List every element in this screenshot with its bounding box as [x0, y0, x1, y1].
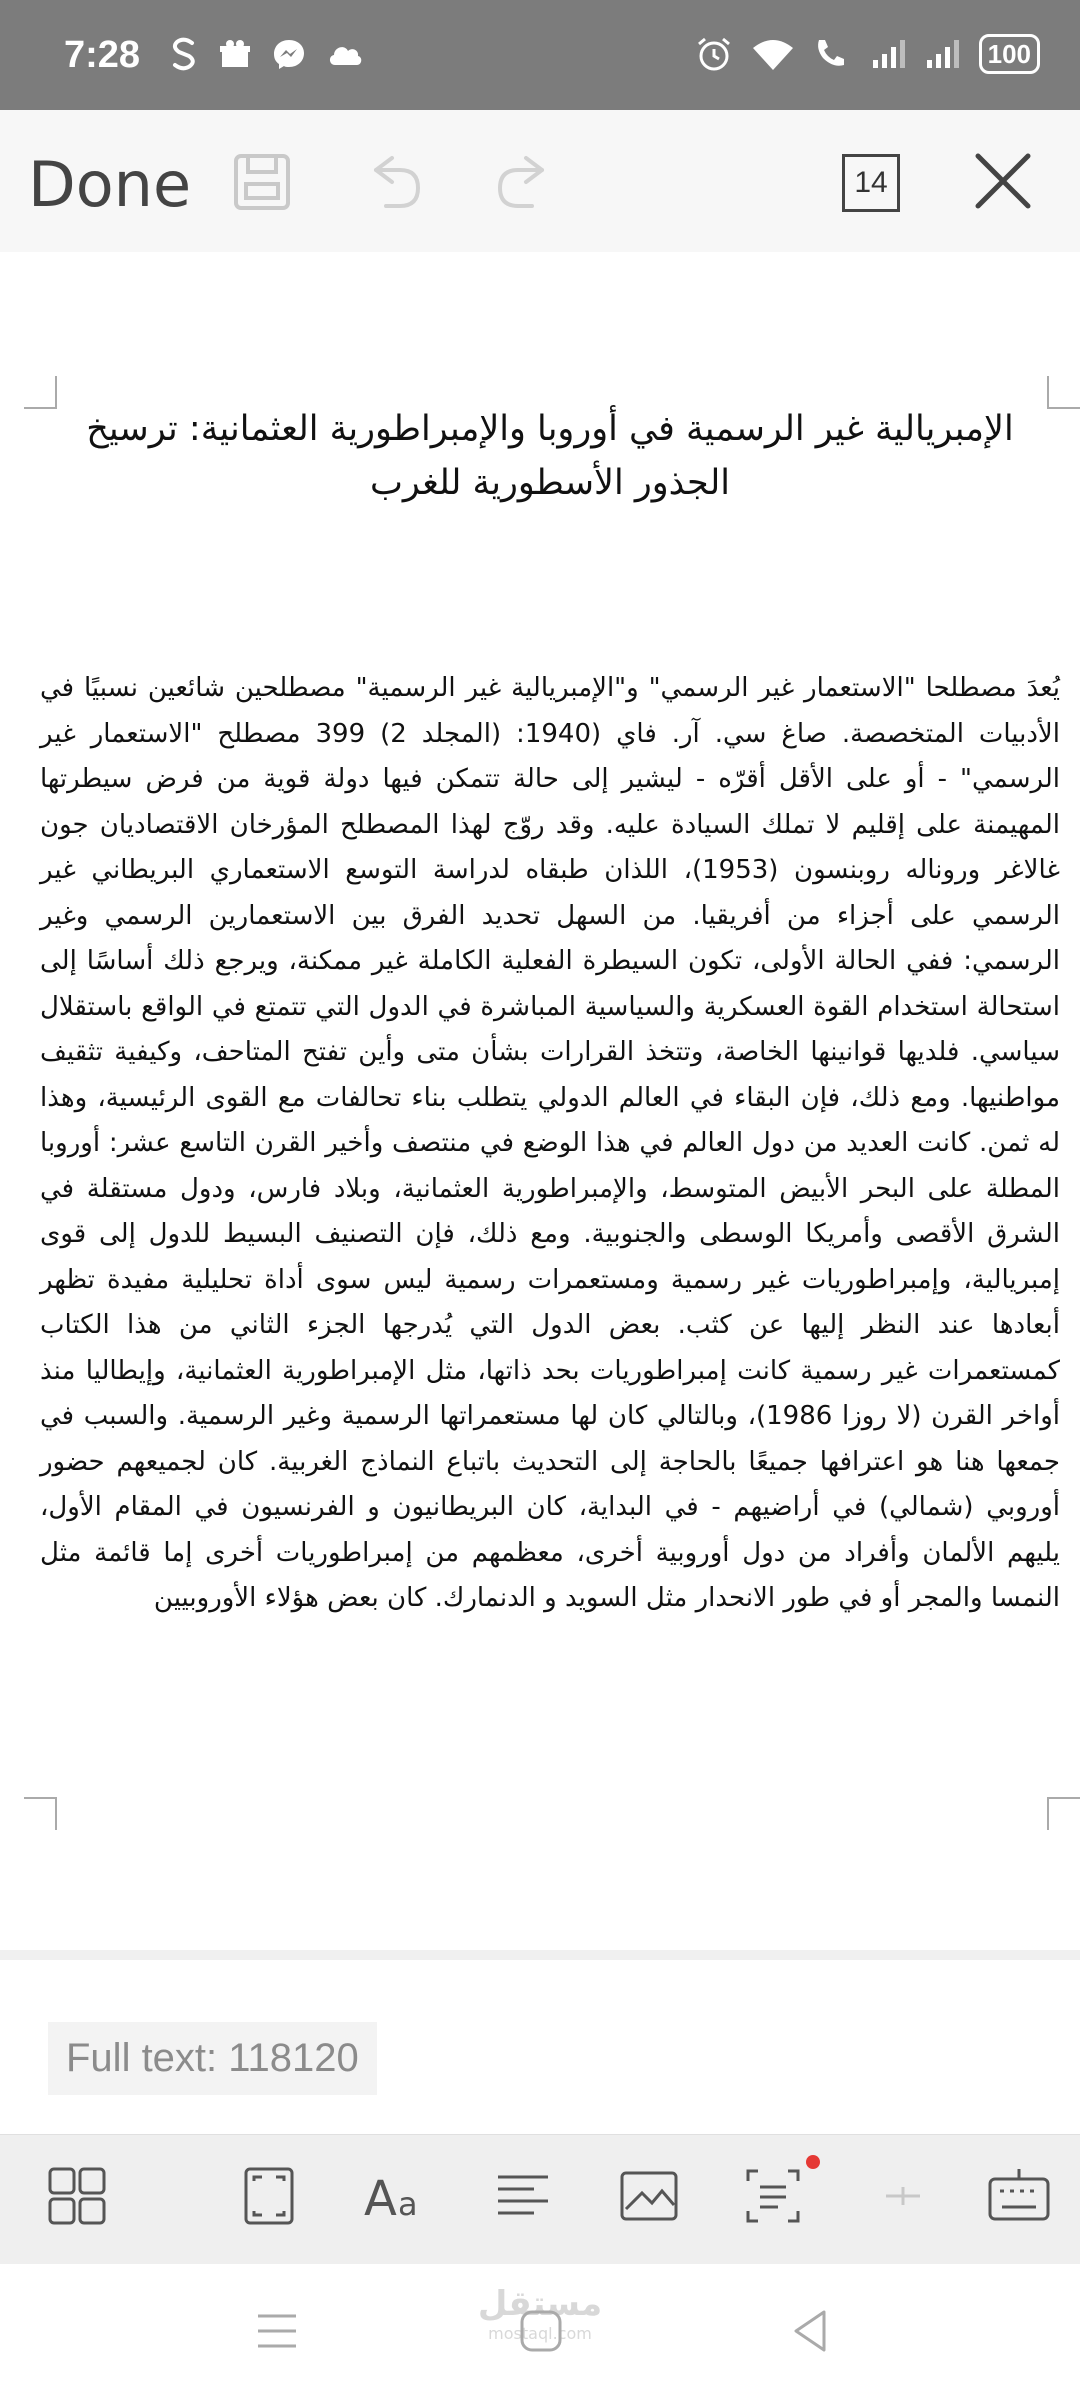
back-icon[interactable]: [784, 2304, 838, 2358]
signal-icon: [925, 38, 961, 70]
gift-icon: [218, 37, 252, 71]
document-body[interactable]: يُعدَ مصطلحا "الاستعمار غير الرسمي" و"الإمبريالية غير الرسمية" مصطلحين شائعين نسبيًا في الأدبيات المتخصصة. صاغ سي. آر. فاي (1940: (المجلد 2) 399 مصطلح "الاستعمار غير الرسمي" - أو على الأقل أقرّه - ليشير إلى حالة تتمكن فيها دولة قوية من فرض سيطرتها المهيمنة على إقليم لا تملك السيادة عليه. وقد روّج لهذا المصطلح المؤرخان الاقتصاديان جون غالاغر وروناله روبنسون (1953)، اللذان طبقاه لدراسة التوسع الاستعماري البريطاني غير الرسمي على أجزاء من أفريقيا. من السهل تحديد الفرق بين الاستعمارين الرسمي وغير الرسمي: ففي الحالة الأولى، تكون السيطرة الفعلية الكاملة غير ممكنة، ويرجع ذلك أساسًا إلى استحالة استخدام القوة العسكرية والسياسية المباشرة في الدول التي تتمتع في الواقع باستقلال سياسي. فلديها قوانينها الخاصة، وتتخذ القرارات بشأن متى وأين تفتح المتاحف، وكيفية تثقيف مواطنيها. ومع ذلك، فإن البقاء في العالم الدولي يتطلب بناء تحالفات مع القوى الرئيسية، وهذا له ثمن. كانت العديد من دول العالم في هذا الوضع في منتصف وأخير القرن التاسع عشر: أوروبا المطلة على البحر الأبيض المتوسط، والإمبراطورية العثمانية، وبلاد فارس، ودول مستقلة في الشرق الأقصى وأمريكا الوسطى والجنوبية. ومع ذلك، فإن التصنيف البسيط للدول إلى قوى إمبريالية، وإمبراطوريات غير رسمية ومستعمرات رسمية ليس سوى أداة تحليلية مفيدة تظهر أبعادها عند النظر إليها عن كثب. بعض الدول التي يُدرجها الجزء الثاني من هذا الكتاب كمستعمرات غير رسمية كانت إمبراطوريات بحد ذاتها، مثل الإمبراطورية العثمانية، وإيطاليا منذ أواخر القرن (لا روزا 1986)، وبالتالي كان لها مستعمراتها الرسمية وغير الرسمية. والسبب في جمعها هنا هو اعترافها جميعًا بالحاجة إلى التحديث باتباع النماذج الغربية. كان لجميعهم حضور أوروبي (شمالي) في أراضيهم - في البداية، كان البريطانيون و الفرنسيون في المقام الأول، يليهم الألمان وأفراد من دول أوروبية أخرى، معظمهم من إمبراطوريات أخرى إما قائمة مثل النمسا والمجر أو في طور الانحدار مثل السويد و الدنمارك. كان بعض هؤلاء الأوروبيين: [40, 673, 1060, 1613]
status-bar: [0, 0, 1080, 110]
page-count-box[interactable]: 14: [842, 154, 900, 212]
document-page: [0, 252, 1080, 1952]
status-right-icons: [695, 34, 1040, 74]
done-button[interactable]: Done: [28, 148, 192, 221]
image-icon[interactable]: [616, 2163, 682, 2229]
corner-mark: [1046, 376, 1080, 410]
corner-mark: [1046, 1796, 1080, 1830]
notification-badge: [806, 2155, 820, 2169]
editor-toolbar: [0, 110, 1080, 254]
navigation-bar: [0, 2264, 1080, 2400]
bottom-toolbar: [0, 2134, 1080, 2265]
signal-icon: [871, 38, 907, 70]
svg-text:A: A: [364, 2171, 397, 2227]
wifi-icon: [751, 36, 795, 72]
corner-mark: [24, 1796, 58, 1830]
recent-apps-icon[interactable]: [250, 2304, 304, 2358]
cloud-icon: [326, 39, 364, 69]
fullscreen-icon[interactable]: [236, 2163, 302, 2229]
keyboard-icon[interactable]: [986, 2163, 1052, 2229]
messenger-icon: [272, 37, 306, 71]
status-time: 7:28: [64, 34, 141, 76]
undo-icon[interactable]: [362, 150, 426, 214]
watermark-arabic: مستقل: [477, 2284, 603, 2324]
status-left-icons: [170, 36, 364, 72]
wifi-call-icon: [813, 36, 853, 72]
close-icon[interactable]: [970, 148, 1036, 214]
home-icon[interactable]: [514, 2304, 568, 2358]
watermark-url: mostaql.com: [488, 2324, 592, 2343]
align-icon[interactable]: [490, 2163, 556, 2229]
grid-icon[interactable]: [44, 2163, 110, 2229]
save-icon[interactable]: [230, 150, 294, 214]
redo-icon[interactable]: [492, 150, 556, 214]
insert-line-icon[interactable]: [870, 2163, 936, 2229]
svg-text:a: a: [398, 2185, 418, 2223]
battery-indicator: 100: [979, 34, 1040, 74]
fulltext-counter: Full text: 118120: [48, 2022, 377, 2095]
alarm-icon: [695, 35, 733, 73]
s-app-icon: [170, 36, 198, 72]
document-title: الإمبريالية غير الرسمية في أوروبا والإمبراطورية العثمانية: ترسيخ الجذور الأسطورية للغرب: [86, 409, 1014, 503]
page-divider: [0, 1950, 1080, 1960]
text-scan-icon[interactable]: [740, 2163, 806, 2229]
font-icon[interactable]: [364, 2163, 430, 2229]
